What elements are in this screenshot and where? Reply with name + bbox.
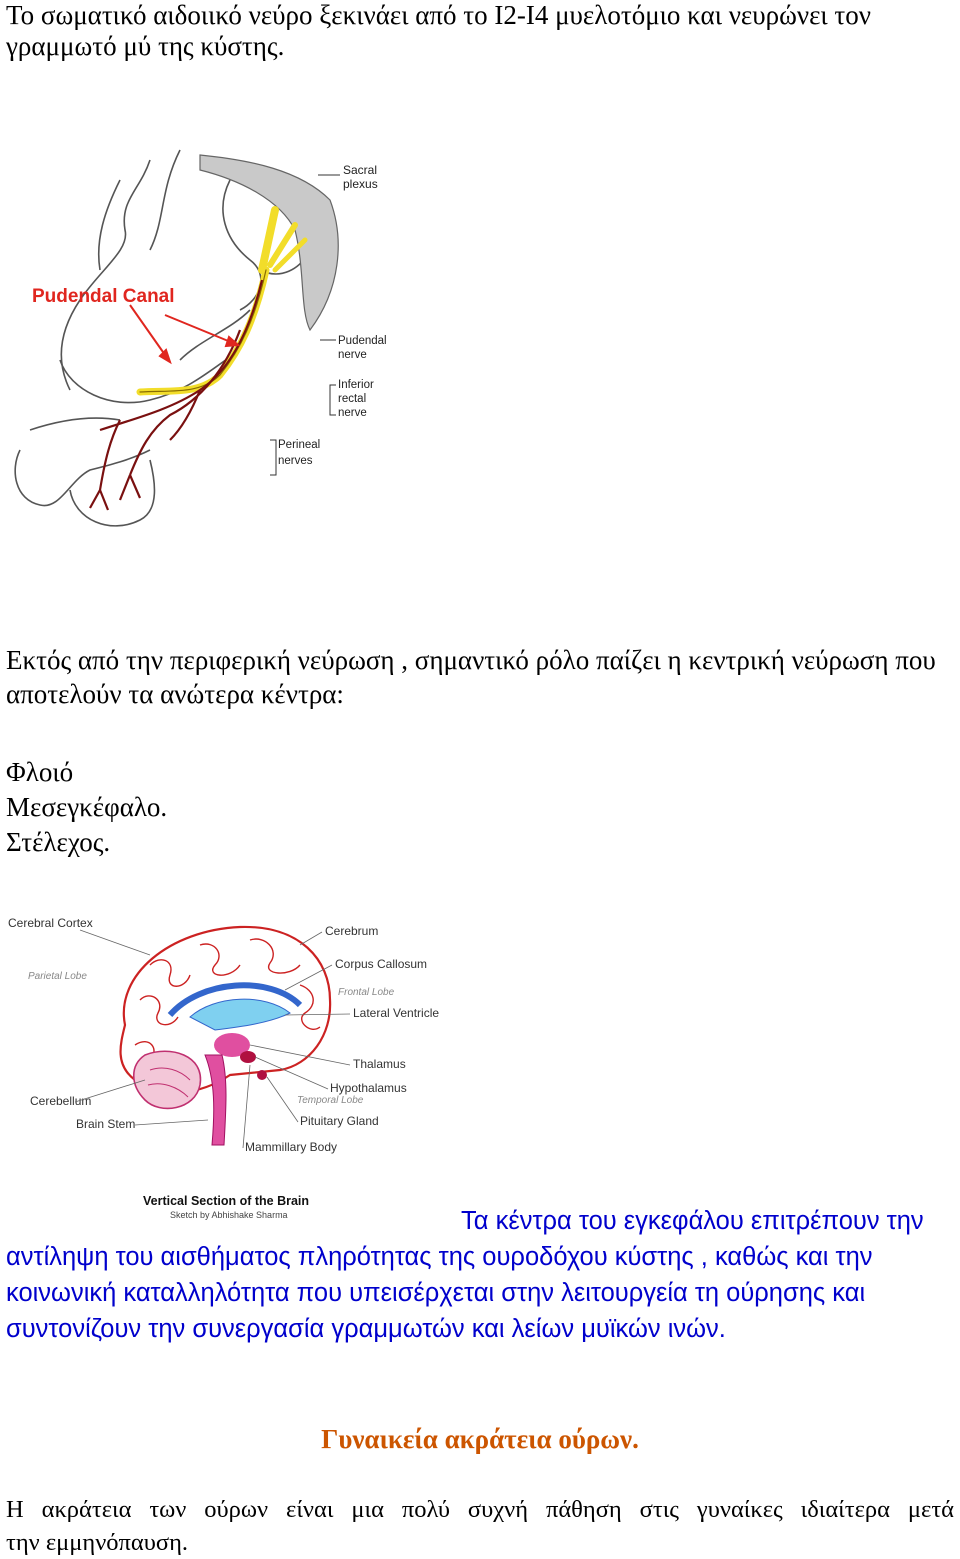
label-temporal-lobe: Temporal Lobe [297,1095,364,1106]
label-mammillary-body: Mammillary Body [245,1140,338,1154]
label-pudendal-nerve-1: Pudendal [338,335,387,347]
label-lateral-ventricle: Lateral Ventricle [353,1006,440,1020]
label-inferior-rectal-2: rectal [338,393,367,405]
label-cerebellum: Cerebellum [30,1094,92,1108]
label-cerebral-cortex: Cerebral Cortex [8,916,93,930]
label-pudendal-canal: Pudendal Canal [32,286,175,307]
brain-text-rest: επιτρέπουν την αντίληψη του αισθήματος πληρότητας της ουροδόχου κύστης , καθώς και την κοινωνική καταλληλότητα που υπεισέρχεται στην λειτουργεία τη ούρησης και συντονίζουν την συνεργασία γραμμωτών και λείων μυϊκών ινών. [6,1207,924,1343]
section-heading: Γυναικεία ακράτεια ούρων. [321,1424,639,1454]
label-perineal-nerves-1: Perineal [278,439,321,451]
pudendal-nerve-illustration [0,130,420,540]
label-sacral-plexus-1: Sacral [343,163,378,177]
label-hypothalamus: Hypothalamus [330,1081,407,1095]
label-cerebrum: Cerebrum [325,924,379,938]
label-parietal-lobe: Parietal Lobe [28,971,87,982]
label-inferior-rectal-1: Inferior [338,379,374,391]
figure-caption: Vertical Section of the Brain [143,1194,310,1208]
paragraph-line-2: την εμμηνόπαυση. [6,1529,189,1556]
paragraph-line-1: Η ακράτεια των ούρων είναι μια πολύ συχνή πάθηση στις γυναίκες ιδιαίτερα μετά [6,1496,954,1523]
brain-text-first: Τα κέντρα του εγκεφάλου [461,1207,744,1235]
label-pituitary-gland: Pituitary Gland [300,1114,379,1128]
label-sacral-plexus-2: plexus [343,177,378,191]
intro-text: Το σωματικό αιδοιικό νεύρο ξεκινάει από το Ι2-Ι4 μυελοτόμιο και νευρώνει τον γραμμωτό μύ της κύστης. [6,0,871,61]
center-cortex: Φλοιό [6,757,74,787]
higher-centers-list [6,755,167,860]
label-corpus-callosum: Corpus Callosum [335,957,428,971]
brain-centers-text [6,1203,951,1347]
label-thalamus: Thalamus [353,1057,406,1071]
label-inferior-rectal-3: nerve [338,407,367,419]
incontinence-paragraph [6,1493,954,1559]
figure-credit: Sketch by Abhishake Sharma [170,1210,288,1220]
label-frontal-lobe: Frontal Lobe [338,987,395,998]
center-brainstem: Στέλεχος. [6,827,111,857]
central-innervation-text: Εκτός από την περιφερική νεύρωση , σημαντικό ρόλο παίζει η κεντρική νεύρωση που αποτελούν τα ανώτερα κέντρα: [6,645,936,709]
brain-section-illustration [0,905,470,1230]
center-midbrain: Μεσεγκέφαλο. [6,792,168,822]
label-brain-stem: Brain Stem [76,1117,136,1131]
label-pudendal-nerve-2: nerve [338,349,367,361]
label-perineal-nerves-2: nerves [278,455,313,467]
